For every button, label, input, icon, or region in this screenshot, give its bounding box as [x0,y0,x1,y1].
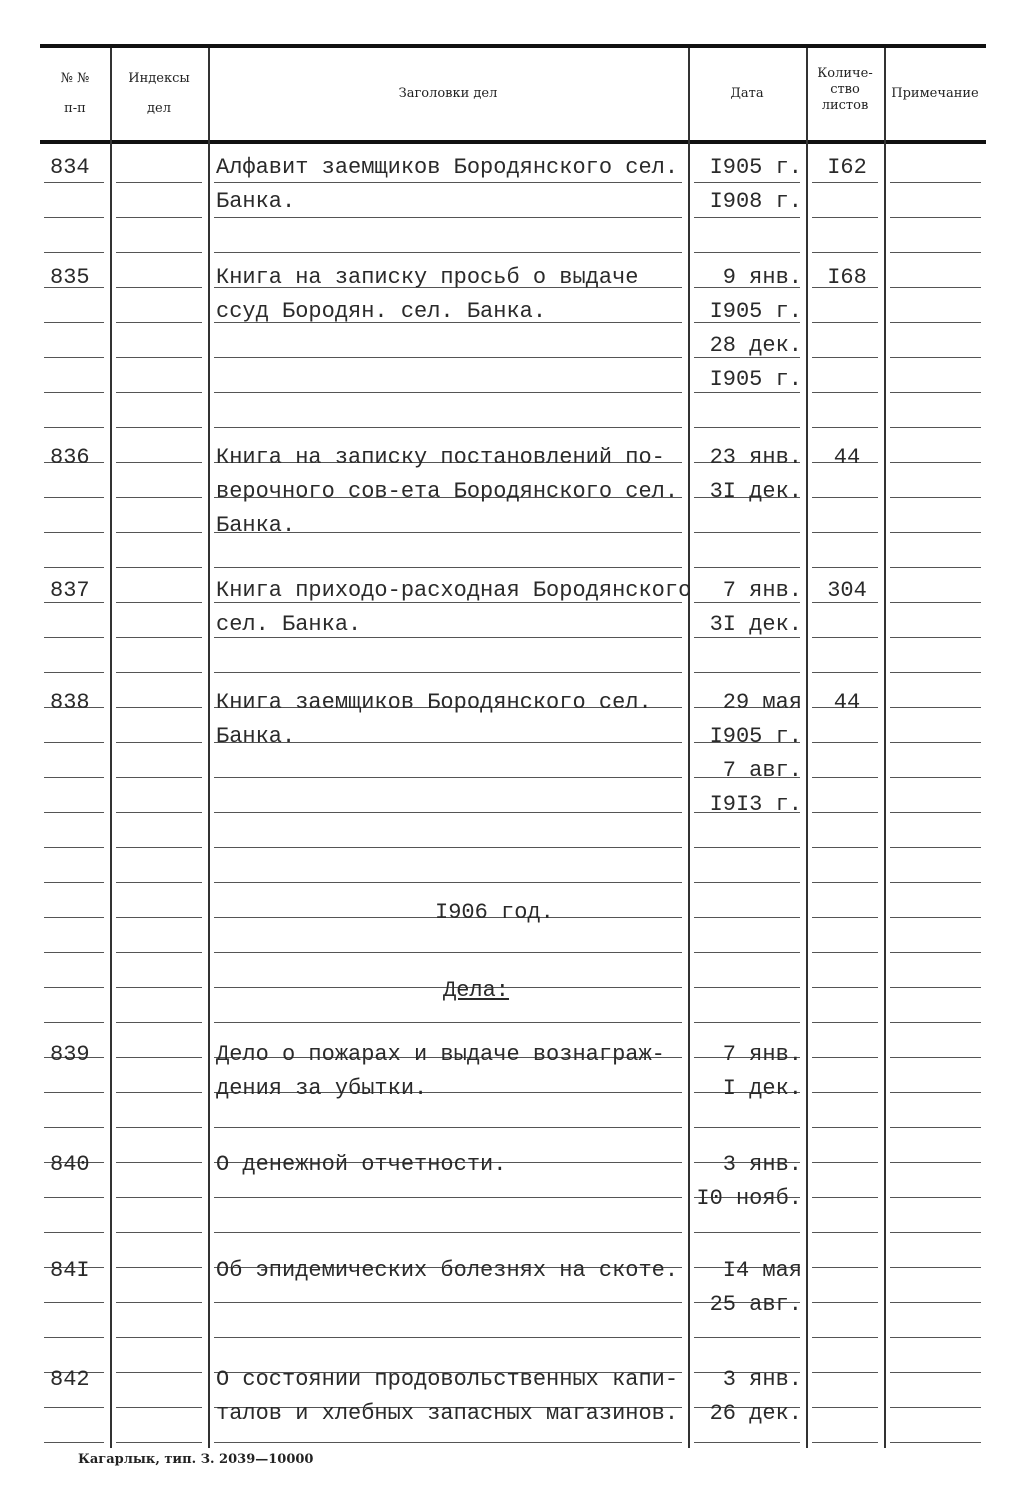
row-rule [890,1232,981,1233]
row-rule [44,322,104,323]
row-rule [812,217,878,218]
row-rule [44,882,104,883]
row-rule [812,882,878,883]
row-rule [812,1232,878,1233]
entry-date: I905 г. [709,367,802,392]
row-rule [890,1407,981,1408]
row-rule [214,1127,682,1128]
row-rule [44,252,104,253]
row-rule [694,882,800,883]
entry-title-line: О денежной отчетности. [216,1152,507,1177]
entry-title-line: Банка. [216,724,296,749]
entry-date: 3 янв. [722,1152,802,1177]
row-rule [890,672,981,673]
row-rule [890,1022,981,1023]
row-rule [214,777,682,778]
header-number-line: № № [60,71,90,86]
row-rule [44,427,104,428]
row-rule [116,1162,202,1163]
column-divider [208,48,210,1448]
row-rule [214,1022,682,1023]
row-rule [812,392,878,393]
row-rule [44,847,104,848]
row-rule [890,987,981,988]
header-count-line: листов [821,98,869,113]
entry-title-line: Книга на записку постановлений по- [216,445,665,470]
row-rule [812,952,878,953]
row-rule [890,1162,981,1163]
row-rule [812,182,878,183]
row-rule [214,882,682,883]
row-rule [694,1337,800,1338]
column-divider [806,48,808,1448]
row-rule [812,1372,878,1373]
row-rule [890,777,981,778]
entry-sheet-count: 304 [827,578,867,603]
row-rule [44,357,104,358]
row-rule [116,497,202,498]
entry-title-line: Книга приходо-расходная Бородянского [216,578,692,603]
row-rule [812,847,878,848]
entry-number: 840 [50,1152,90,1177]
row-rule [116,917,202,918]
entry-date: I дек. [722,1076,802,1101]
entry-sheet-count: 44 [833,690,861,715]
row-rule [214,672,682,673]
row-rule [812,812,878,813]
row-rule [116,1267,202,1268]
row-rule [44,672,104,673]
row-rule [214,252,682,253]
row-rule [116,532,202,533]
entry-date: 3 янв. [722,1367,802,1392]
row-rule [116,847,202,848]
header-title: Заголовки дел [398,86,498,101]
row-rule [890,742,981,743]
entry-number: 839 [50,1042,90,1067]
row-rule [890,952,981,953]
entry-title-line: талов и хлебных запасных магазинов. [216,1401,679,1426]
column-divider [688,48,690,1448]
entry-title-line: Дело о пожарах и выдаче вознаграж- [216,1042,665,1067]
row-rule [890,462,981,463]
entry-number: 836 [50,445,90,470]
row-rule [812,1442,878,1443]
entry-date: I905 г. [709,155,802,180]
row-rule [116,1197,202,1198]
row-rule [812,1022,878,1023]
row-rule [116,952,202,953]
row-rule [116,1092,202,1093]
entry-date: I905 г. [709,299,802,324]
row-rule [44,952,104,953]
row-rule [116,567,202,568]
row-rule [694,1127,800,1128]
entry-title-line: О состоянии продовольственных капи- [216,1367,679,1392]
row-rule [44,1302,104,1303]
row-rule [890,1442,981,1443]
entry-number: 842 [50,1367,90,1392]
entry-date: 3I дек. [709,612,802,637]
header-index-line: дел [147,101,171,116]
row-rule [116,1302,202,1303]
row-rule [214,952,682,953]
row-rule [214,182,682,183]
row-rule [694,917,800,918]
row-rule [694,1232,800,1233]
row-rule [890,427,981,428]
row-rule [890,847,981,848]
header-count-line: ство [830,82,860,97]
row-rule [812,637,878,638]
row-rule [890,707,981,708]
row-rule [116,637,202,638]
row-rule [44,497,104,498]
entry-title-line: Книга заемщиков Бородянского сел. [216,690,652,715]
row-rule [116,252,202,253]
row-rule [116,1057,202,1058]
row-rule [812,1337,878,1338]
row-rule [890,1372,981,1373]
row-rule [812,742,878,743]
row-rule [116,1022,202,1023]
column-divider [884,48,886,1448]
row-rule [214,392,682,393]
row-rule [694,217,800,218]
row-rule [214,217,682,218]
row-rule [890,567,981,568]
row-rule [890,1337,981,1338]
row-rule [890,1197,981,1198]
entry-title-line: ссуд Бородян. сел. Банка. [216,299,547,324]
entry-date: 7 янв. [722,1042,802,1067]
row-rule [890,532,981,533]
row-rule [812,1267,878,1268]
row-rule [812,357,878,358]
top-rule [40,44,986,48]
row-rule [44,532,104,533]
entry-number: 837 [50,578,90,603]
entry-date: I4 мая [722,1258,802,1283]
entry-title-line: Об эпидемических болезнях на скоте. [216,1258,679,1283]
entry-title-line: Банка. [216,189,296,214]
row-rule [812,1127,878,1128]
row-rule [694,987,800,988]
row-rule [44,567,104,568]
entry-date: I0 нояб. [696,1186,802,1211]
row-rule [812,1092,878,1093]
row-rule [812,1302,878,1303]
row-rule [812,1057,878,1058]
row-rule [44,392,104,393]
row-rule [116,1407,202,1408]
row-rule [44,637,104,638]
row-rule [890,917,981,918]
row-rule [694,182,800,183]
row-rule [812,1162,878,1163]
row-rule [890,1302,981,1303]
row-rule [44,917,104,918]
row-rule [214,357,682,358]
row-rule [694,1442,800,1443]
printer-footer: Кагарлык, тип. З. 2039—10000 [78,1452,314,1467]
row-rule [694,847,800,848]
row-rule [44,182,104,183]
entry-date: 7 янв. [722,578,802,603]
row-rule [890,602,981,603]
row-rule [812,252,878,253]
row-rule [116,462,202,463]
row-rule [44,1337,104,1338]
row-rule [214,567,682,568]
row-rule [214,1197,682,1198]
row-rule [890,1127,981,1128]
row-rule [890,497,981,498]
row-rule [694,532,800,533]
row-rule [890,287,981,288]
section-label: Дела: [443,978,510,1003]
header-number-line: п-п [64,101,86,116]
row-rule [890,252,981,253]
row-rule [116,672,202,673]
row-rule [694,567,800,568]
row-rule [812,777,878,778]
entry-date: 23 янв. [709,445,802,470]
entry-date: 26 дек. [709,1401,802,1426]
row-rule [44,742,104,743]
entry-sheet-count: I62 [827,155,867,180]
row-rule [44,1092,104,1093]
entry-date: I9I3 г. [709,792,802,817]
row-rule [116,287,202,288]
row-rule [890,637,981,638]
row-rule [116,357,202,358]
row-rule [890,357,981,358]
row-rule [214,812,682,813]
row-rule [116,1372,202,1373]
row-rule [812,427,878,428]
entry-date: I905 г. [709,724,802,749]
entry-title-line: Книга на записку просьб о выдаче [216,265,639,290]
entry-number: 834 [50,155,90,180]
row-rule [812,532,878,533]
row-rule [116,322,202,323]
entry-sheet-count: 44 [833,445,861,470]
entry-date: 3I дек. [709,479,802,504]
header-index-line: Индексы [128,71,190,86]
row-rule [116,707,202,708]
row-rule [214,427,682,428]
row-rule [44,217,104,218]
row-rule [214,847,682,848]
row-rule [44,987,104,988]
row-rule [116,217,202,218]
row-rule [694,252,800,253]
entry-date: 7 авг. [722,758,802,783]
entry-number: 835 [50,265,90,290]
section-year: I906 год. [435,900,554,925]
row-rule [44,1407,104,1408]
row-rule [44,1022,104,1023]
row-rule [890,392,981,393]
row-rule [116,1337,202,1338]
row-rule [116,182,202,183]
row-rule [890,182,981,183]
column-divider [110,48,112,1448]
row-rule [44,1442,104,1443]
row-rule [694,427,800,428]
row-rule [890,1267,981,1268]
row-rule [116,987,202,988]
entry-title-line: верочного сов-ета Бородянского сел. [216,479,679,504]
row-rule [890,812,981,813]
row-rule [890,1092,981,1093]
header-count [806,66,884,114]
row-rule [812,1197,878,1198]
row-rule [116,1442,202,1443]
row-rule [214,1302,682,1303]
row-rule [116,812,202,813]
row-rule [812,987,878,988]
row-rule [890,217,981,218]
entry-number: 838 [50,690,90,715]
row-rule [116,427,202,428]
row-rule [214,1337,682,1338]
row-rule [890,882,981,883]
header-bottom-rule [40,140,986,144]
row-rule [890,1057,981,1058]
row-rule [812,917,878,918]
entry-date: 25 авг. [709,1292,802,1317]
row-rule [812,322,878,323]
entry-date: I908 г. [709,189,802,214]
header-note: Примечание [891,86,979,101]
row-rule [116,392,202,393]
row-rule [44,1232,104,1233]
header-number [40,70,110,118]
row-rule [116,742,202,743]
row-rule [44,777,104,778]
entry-title-line: дения за убытки. [216,1076,428,1101]
header-count-line: Количе- [817,66,873,81]
row-rule [116,1232,202,1233]
row-rule [694,952,800,953]
row-rule [694,672,800,673]
entry-title-line: сел. Банка. [216,612,362,637]
row-rule [214,1232,682,1233]
row-rule [44,1127,104,1128]
header-index [110,70,208,118]
entry-sheet-count: I68 [827,265,867,290]
row-rule [812,672,878,673]
row-rule [44,1197,104,1198]
row-rule [694,1022,800,1023]
row-rule [44,812,104,813]
row-rule [214,1442,682,1443]
row-rule [116,602,202,603]
header-date: Дата [730,86,764,101]
entry-date: 28 дек. [709,333,802,358]
entry-title-line: Банка. [216,513,296,538]
row-rule [812,567,878,568]
row-rule [812,1407,878,1408]
row-rule [116,882,202,883]
row-rule [116,777,202,778]
entry-date: 9 янв. [722,265,802,290]
row-rule [890,322,981,323]
row-rule [116,1127,202,1128]
entry-title-line: Алфавит заемщиков Бородянского сел. [216,155,679,180]
row-rule [812,497,878,498]
entry-number: 84I [50,1258,90,1283]
entry-date: 29 мая [722,690,802,715]
